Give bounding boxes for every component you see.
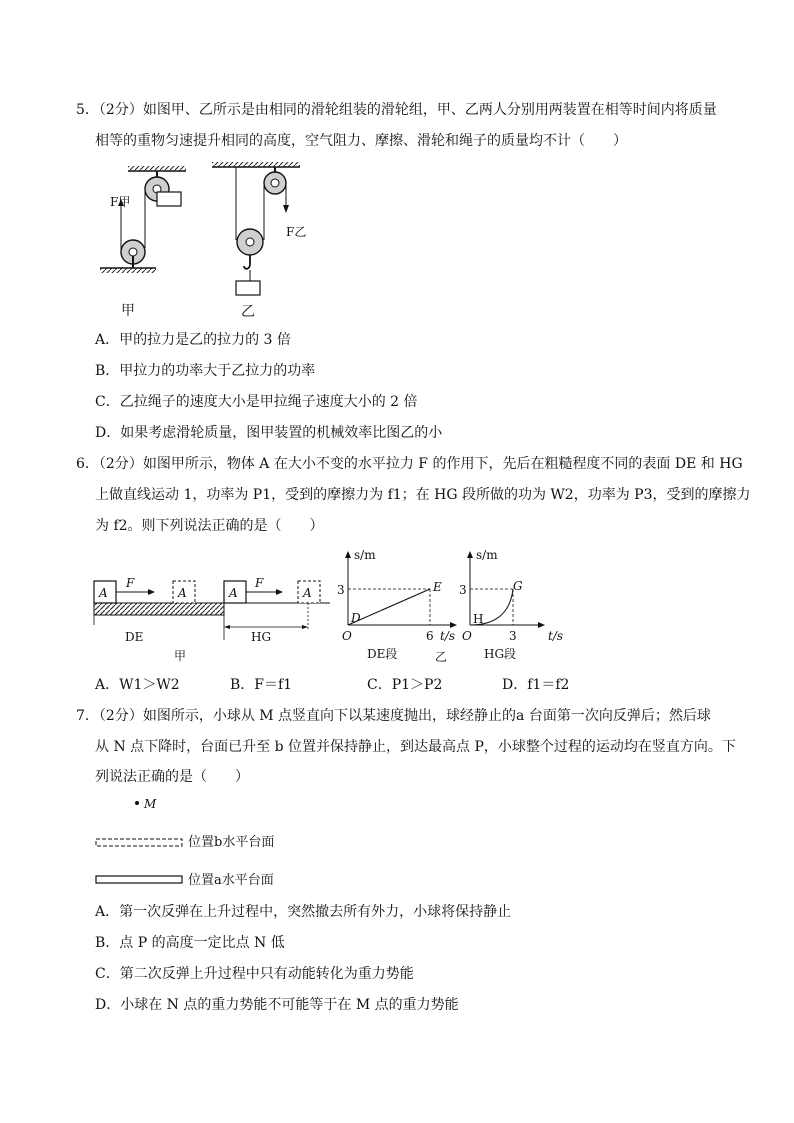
q6-graph2-y3: 3 xyxy=(459,583,467,597)
q7-platform-b xyxy=(96,839,182,846)
q7-label-b: 位置b水平台面 xyxy=(188,835,275,850)
q7-platform-a xyxy=(96,876,182,883)
q5-option-d: D．如果考虑滑轮质量，图甲装置的机械效率比图乙的小 xyxy=(95,425,443,441)
q6-graph1-y3: 3 xyxy=(337,583,345,597)
q6-label-hg: HG xyxy=(251,630,272,644)
q5-option-a: A．甲的拉力是乙的拉力的 3 倍 xyxy=(95,332,291,348)
q6-block-a-4: A xyxy=(303,586,312,600)
q6-option-a: A．W1＞W2 xyxy=(95,677,180,693)
q7-option-a: A．第一次反弹在上升过程中，突然撤去所有外力，小球将保持静止 xyxy=(95,904,512,920)
q6-block-a-2: A xyxy=(178,586,187,600)
q6-stem-line3: 为 f2。则下列说法正确的是（ ） xyxy=(95,518,324,534)
q7-point-m: M xyxy=(144,797,157,811)
q7-stem-line2: 从 N 点下降时，台面已升至 b 位置并保持静止，到达最高点 P，小球整个过程的运动均在竖直方向。下 xyxy=(95,739,736,755)
q5-option-c: C．乙拉绳子的速度大小是甲拉绳子速度大小的 2 倍 xyxy=(95,394,418,410)
q6-block-a-3: A xyxy=(229,586,238,600)
q5-force-jia-label: F甲 xyxy=(110,195,131,209)
q6-graph1-d: D xyxy=(351,611,361,625)
q7-stem-line1: 7．（2分）如图所示，小球从 M 点竖直向下以某速度抛出，球经静止的a 台面第一次向反弹后；然后球 xyxy=(76,708,711,724)
q6-graph2-ylabel: s/m xyxy=(476,548,498,562)
q5-fig-label-jia: 甲 xyxy=(121,303,135,319)
q7-option-c: C．第二次反弹上升过程中只有动能转化为重力势能 xyxy=(95,966,414,982)
q5-stem-line2: 相等的重物匀速提升相同的高度，空气阻力、摩擦、滑轮和绳子的质量均不计（ ） xyxy=(95,133,627,149)
q6-graph2-origin: O xyxy=(462,629,472,643)
q6-graph1-origin: O xyxy=(342,629,352,643)
q5-force-yi-label: F乙 xyxy=(286,225,307,239)
q6-label-de: DE xyxy=(125,630,144,644)
q6-graph2-xlabel: t/s xyxy=(548,629,564,643)
q5-option-b: B．甲拉力的功率大于乙拉力的功率 xyxy=(95,363,316,379)
q6-graph1-caption: DE段 xyxy=(367,647,398,661)
q6-label-yi: 乙 xyxy=(435,650,448,664)
q6-graph2-caption: HG段 xyxy=(484,647,517,661)
q7-ball-m xyxy=(135,801,139,805)
q6-graph1-xlabel: t/s xyxy=(440,629,456,643)
q6-block-a-1: A xyxy=(99,586,108,600)
q6-graph2-g: G xyxy=(513,579,523,593)
q6-graph1-e: E xyxy=(433,580,442,594)
q7-label-a: 位置a水平台面 xyxy=(188,873,274,888)
q6-graph1-ylabel: s/m xyxy=(354,548,376,562)
q6-option-b: B．F＝f1 xyxy=(230,677,293,693)
q6-force-label-1: F xyxy=(126,576,135,590)
q6-stem-line2: 上做直线运动 1，功率为 P1，受到的摩擦力为 f1；在 HG 段所做的功为 W2，功率为 P3，受到的摩擦力 xyxy=(95,487,751,503)
q6-graph2-h: H xyxy=(473,612,484,626)
q7-option-b: B．点 P 的高度一定比点 N 低 xyxy=(95,935,285,951)
q7-option-d: D．小球在 N 点的重力势能不可能等于在 M 点的重力势能 xyxy=(95,997,459,1013)
q5-stem-line1: 5．（2分）如图甲、乙所示是由相同的滑轮组装的滑轮组，甲、乙两人分别用两装置在相等时间内将质量 xyxy=(76,102,717,118)
q5-fig-label-yi: 乙 xyxy=(241,304,255,320)
q7-stem-line3: 列说法正确的是（ ） xyxy=(95,769,249,785)
q6-option-c: C．P1＞P2 xyxy=(367,677,443,693)
q6-label-jia: 甲 xyxy=(174,649,187,663)
q6-graph1-x6: 6 xyxy=(426,629,434,643)
q6-force-label-2: F xyxy=(255,576,264,590)
q6-option-d: D．f1＝f2 xyxy=(502,677,570,693)
q6-graph2-x3: 3 xyxy=(509,629,517,643)
q6-stem-line1: 6．（2分）如图甲所示，物体 A 在大小不变的水平拉力 F 的作用下，先后在粗糙程度不同的表面 DE 和 HG xyxy=(76,456,743,472)
